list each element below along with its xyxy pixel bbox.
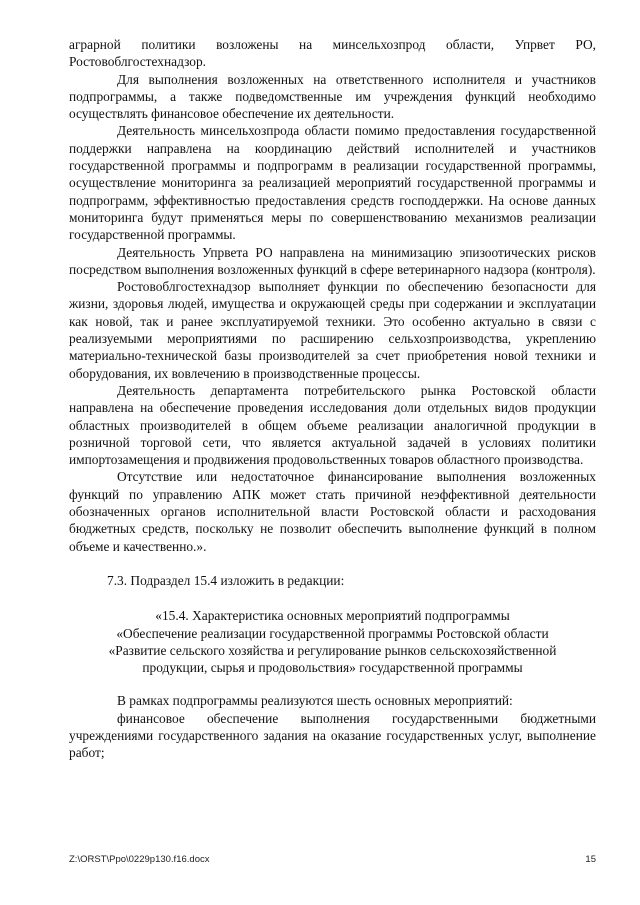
paragraph: финансовое обеспечение выполнения государственными бюджетными учреждениями государственного задания на оказание государственных услуг, выполнение работ; (69, 710, 596, 761)
section-heading (69, 607, 596, 676)
page-number: 15 (585, 854, 596, 865)
paragraph: Деятельность минсельхозпрода области помимо предоставления государственной поддержки направлена на координацию действий исполнителей и участников государственной программы и подпрограмм в реализации государственной программы, осуществление мониторинга за реализацией мероприятий государственной программы и подпрограмм, эффективностью предоставления средств господдержки. На основе данных мониторинга будут применяться меры по совершенствованию механизмов реализации государственной программы. (69, 123, 596, 243)
paragraph: Для выполнения возложенных на ответственного исполнителя и участников подпрограммы, а также подведомственные им учреждения функций необходимо осуществлять финансовое обеспечение их деятельности. (69, 71, 596, 122)
heading-line: «Развитие сельского хозяйства и регулирование рынков сельскохозяйственной (108, 642, 557, 658)
paragraph: Ростовоблгостехнадзор выполняет функции по обеспечению безопасности для жизни, здоровья людей, имущества и окружающей среды при содержании и эксплуатации как новой, так и ранее эксплуатируемой техники. Это особенно актуально в связи с реализуемыми мероприятиями по расширению сельхозпроизводства, укреплению материально-технической базы производителей за счет приобретения новой техники и оборудования, их вовлечению в производственные процессы. (69, 279, 596, 381)
paragraph: В рамках подпрограммы реализуются шесть основных мероприятий: (117, 693, 513, 709)
paragraph: Деятельность Упрвета РО направлена на минимизацию эпизоотических рисков посредством выполнения возложенных функций в сфере ветеринарного надзора (контроля). (69, 244, 596, 277)
paragraph: Деятельность департамента потребительского рынка Ростовской области направлена на обеспечение проведения исследования доли отдельных видов продукции областных производителей в общем объеме реализации аналогичной продукции в розничной торговой сети, что является актуальной задачей в условиях политики импортозамещения и продвижения продовольственных товаров областного производства. (69, 382, 596, 468)
paragraph: Отсутствие или недостаточное финансирование выполнения возложенных функций по управлению АПК может стать причиной неэффективной деятельности обозначенных органов исполнительной власти Ростовской области и расходования бюджетных средств, поскольку не позволит обеспечить выполнение функций в полном объеме и качественно.». (69, 469, 596, 554)
file-path: Z:\ORST\Ppo\0229p130.f16.docx (69, 854, 210, 865)
subsection-instruction: 7.3. Подраздел 15.4 изложить в редакции: (107, 572, 345, 588)
paragraph: аграрной политики возложены на минсельхозпрод области, Упрвет РО, Ростовоблгостехнадзор. (69, 37, 596, 70)
heading-line: «Обеспечение реализации государственной программы Ростовской области (116, 625, 549, 641)
heading-line: продукции, сырья и продовольствия» государственной программы (142, 660, 523, 676)
document-body (69, 36, 596, 762)
heading-line: «15.4. Характеристика основных мероприятий подпрограммы (155, 608, 510, 624)
